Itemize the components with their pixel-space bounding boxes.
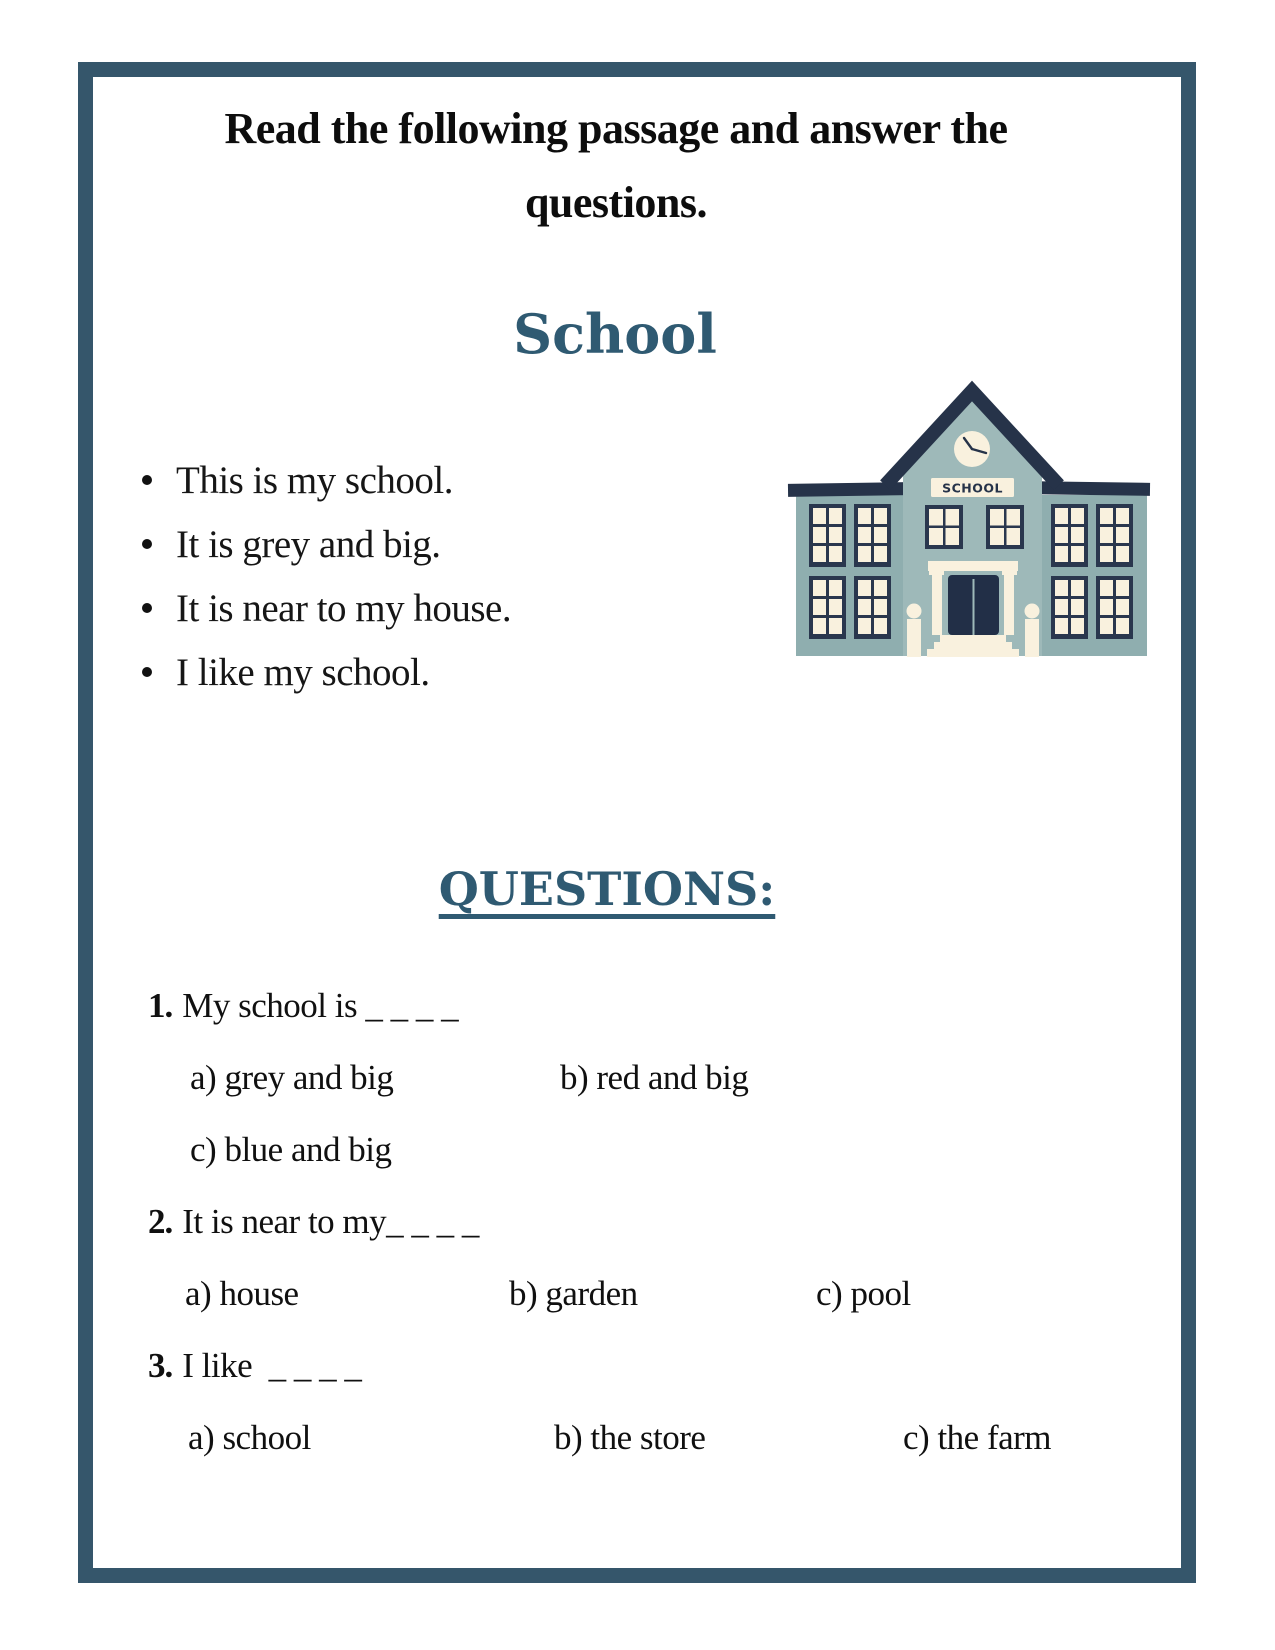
option-b: b) garden <box>509 1274 638 1313</box>
passage-item: I like my school. <box>138 640 698 704</box>
option-a: a) grey and big <box>190 1058 394 1097</box>
school-sign <box>931 478 1014 497</box>
school-entrance <box>927 561 1019 657</box>
question-text: I like _ _ _ _ <box>182 1346 362 1385</box>
questions-heading: QUESTIONS: <box>438 862 776 916</box>
school-building-illustration <box>790 383 1150 663</box>
school-sign-text: SCHOOL <box>942 480 1003 496</box>
option-a: a) school <box>188 1418 311 1457</box>
clock-icon <box>954 431 990 467</box>
question-1-options-row-1 <box>148 1042 1148 1114</box>
worksheet-title <box>8 92 1224 240</box>
option-c: c) the farm <box>903 1418 1052 1457</box>
option-b: b) red and big <box>560 1058 749 1097</box>
worksheet-title-line2: questions. <box>524 178 708 227</box>
option-a: a) house <box>185 1274 299 1313</box>
option-c: c) pool <box>816 1274 911 1313</box>
question-1 <box>148 970 1148 1042</box>
option-b: b) the store <box>554 1418 706 1457</box>
question-number: 1. <box>148 986 173 1025</box>
passage-item: This is my school. <box>138 448 698 512</box>
passage-item: It is grey and big. <box>138 512 698 576</box>
passage-bullet-list <box>138 448 698 704</box>
question-1-options-row-2 <box>148 1114 1148 1186</box>
question-text: My school is _ _ _ _ <box>182 986 459 1025</box>
question-2-options-row <box>148 1258 1148 1330</box>
questions-section <box>148 970 1148 1474</box>
question-text: It is near to my_ _ _ _ <box>182 1202 479 1241</box>
question-number: 3. <box>148 1346 173 1385</box>
passage-item: It is near to my house. <box>138 576 698 640</box>
question-number: 2. <box>148 1202 173 1241</box>
question-2 <box>148 1186 1148 1258</box>
question-3-options-row <box>148 1402 1148 1474</box>
passage-heading: School <box>513 302 717 366</box>
worksheet-title-line1: Read the following passage and answer the <box>224 104 1008 153</box>
option-c: c) blue and big <box>190 1130 392 1169</box>
question-3 <box>148 1330 1148 1402</box>
